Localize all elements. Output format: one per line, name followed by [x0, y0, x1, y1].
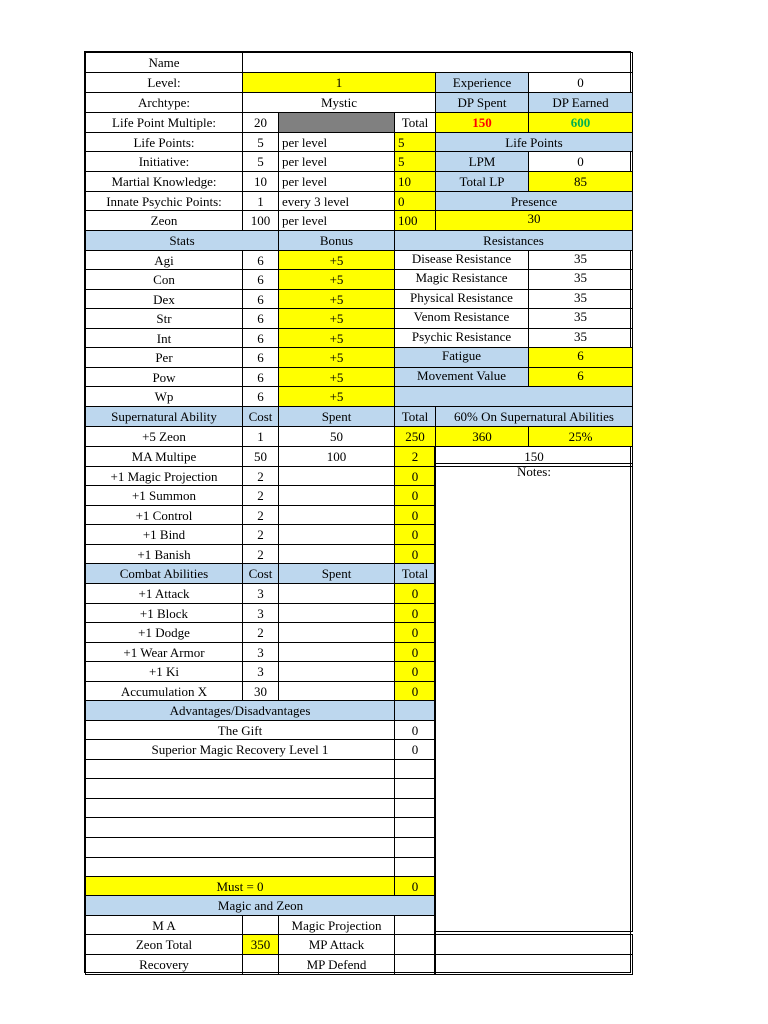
supernatural-cost: 2	[242, 524, 279, 545]
life-points-header: Life Points	[435, 132, 633, 152]
advantage-name[interactable]	[85, 798, 395, 818]
resistance-name: Disease Resistance	[394, 250, 529, 270]
combat-cost: 3	[242, 642, 279, 662]
combat-total: 0	[394, 661, 436, 682]
pct-label: 60% On Supernatural Abilities	[435, 406, 633, 427]
lpm-row-value[interactable]: 20	[242, 112, 279, 133]
resistance-value: 35	[528, 308, 633, 329]
name-label: Name	[85, 52, 243, 73]
combat-total: 0	[394, 603, 436, 623]
growth-value[interactable]: 5	[242, 151, 279, 172]
supernatural-spent[interactable]	[278, 544, 395, 564]
resistance-value: 35	[528, 328, 633, 348]
combat-spent[interactable]	[278, 622, 395, 643]
resistance-name: Physical Resistance	[394, 289, 529, 309]
combat-name: +1 Wear Armor	[85, 642, 243, 662]
growth-per: every 3 level	[278, 191, 395, 211]
supernatural-total: 0	[394, 544, 436, 564]
stat-value[interactable]: 6	[242, 328, 279, 348]
stat-name: Pow	[85, 367, 243, 387]
must-label: Must = 0	[85, 876, 395, 896]
growth-per: per level	[278, 151, 395, 172]
stat-bonus: +5	[278, 328, 395, 348]
advantage-value[interactable]: 0	[394, 739, 436, 760]
supernatural-cost: 2	[242, 466, 279, 486]
mp-value[interactable]	[394, 915, 436, 935]
growth-value[interactable]: 100	[242, 210, 279, 231]
combat-cost: 3	[242, 603, 279, 623]
level-label: Level:	[85, 72, 243, 93]
combat-cost-header: Cost	[242, 563, 279, 584]
supernatural-name: +1 Summon	[85, 485, 243, 506]
mp-defend-label: MP Defend	[278, 954, 395, 975]
supernatural-spent[interactable]	[278, 485, 395, 506]
advantage-name[interactable]: Superior Magic Recovery Level 1	[85, 739, 395, 760]
dp-spent-value: 150	[435, 112, 529, 133]
stat-value[interactable]: 6	[242, 250, 279, 270]
growth-per: per level	[278, 132, 395, 152]
supernatural-name: +1 Banish	[85, 544, 243, 564]
stat-value[interactable]: 6	[242, 347, 279, 368]
combat-total: 0	[394, 681, 436, 701]
growth-total: 100	[394, 210, 436, 231]
supernatural-spent[interactable]: 50	[278, 426, 395, 447]
archetype-field[interactable]: Mystic	[242, 92, 436, 113]
advantage-value[interactable]	[394, 837, 436, 858]
notes-area[interactable]: Notes:	[435, 463, 633, 932]
combat-total-header: Total	[394, 563, 436, 584]
combat-cost: 2	[242, 622, 279, 643]
pct-value-1: 360	[435, 426, 529, 447]
cost-header: Cost	[242, 406, 279, 427]
supernatural-total: 0	[394, 505, 436, 525]
resistance-value: 35	[528, 269, 633, 290]
advantage-name[interactable]	[85, 759, 395, 779]
advantage-value[interactable]	[394, 817, 436, 838]
stat-bonus: +5	[278, 250, 395, 270]
fatigue-label: Fatigue	[394, 347, 529, 368]
mp-attack-label: MP Attack	[278, 934, 395, 955]
experience-field[interactable]: 0	[528, 72, 633, 93]
growth-per: per level	[278, 210, 395, 231]
growth-total: 5	[394, 132, 436, 152]
supernatural-cost: 2	[242, 485, 279, 506]
advantage-value[interactable]	[394, 778, 436, 799]
stats-header: Stats	[85, 230, 279, 251]
combat-name: +1 Dodge	[85, 622, 243, 643]
stat-bonus: +5	[278, 289, 395, 309]
character-sheet	[84, 51, 631, 973]
growth-per: per level	[278, 171, 395, 192]
supernatural-cost: 2	[242, 544, 279, 564]
resistance-name: Psychic Resistance	[394, 328, 529, 348]
growth-total: 5	[394, 151, 436, 172]
fatigue-value: 6	[528, 347, 633, 368]
supernatural-spent[interactable]	[278, 505, 395, 525]
ma-value[interactable]	[242, 915, 279, 935]
archetype-label: Archtype:	[85, 92, 243, 113]
stat-value[interactable]: 6	[242, 308, 279, 329]
growth-label: Life Points:	[85, 132, 243, 152]
growth-total: 10	[394, 171, 436, 192]
growth-label: Martial Knowledge:	[85, 171, 243, 192]
zeon-total-label: Zeon Total	[85, 934, 243, 955]
stat-bonus: +5	[278, 347, 395, 368]
mp-defend-value[interactable]	[394, 954, 436, 975]
growth-value[interactable]: 10	[242, 171, 279, 192]
spent-header: Spent	[278, 406, 395, 427]
pct-value-2: 25%	[528, 426, 633, 447]
supernatural-total: 250	[394, 426, 436, 447]
mp-attack-value[interactable]	[394, 934, 436, 955]
advantage-value[interactable]	[394, 857, 436, 877]
advantages-header-total	[394, 700, 436, 721]
combat-cost: 3	[242, 661, 279, 682]
lpm-value: 0	[528, 151, 633, 172]
total-header: Total	[394, 406, 436, 427]
resistance-value: 35	[528, 250, 633, 270]
stat-bonus: +5	[278, 269, 395, 290]
resistances-header: Resistances	[394, 230, 633, 251]
combat-name: Accumulation X	[85, 681, 243, 701]
blue-filler	[394, 386, 633, 407]
dp-earned-value[interactable]: 600	[528, 112, 633, 133]
recovery-label: Recovery	[85, 954, 243, 975]
advantage-name[interactable]: The Gift	[85, 720, 395, 740]
supernatural-spent[interactable]: 100	[278, 446, 395, 467]
grey-cell	[278, 112, 395, 133]
resistance-name: Venom Resistance	[394, 308, 529, 329]
stat-name: Per	[85, 347, 243, 368]
section-divider	[434, 446, 436, 974]
pct-value-3: 150	[435, 446, 633, 467]
growth-value[interactable]: 1	[242, 191, 279, 211]
combat-total: 0	[394, 583, 436, 604]
combat-name: +1 Block	[85, 603, 243, 623]
supernatural-total: 2	[394, 446, 436, 467]
growth-label: Initiative:	[85, 151, 243, 172]
total-label: Total	[394, 112, 436, 133]
supernatural-cost: 50	[242, 446, 279, 467]
growth-total: 0	[394, 191, 436, 211]
combat-spent[interactable]	[278, 661, 395, 682]
stat-name: Con	[85, 269, 243, 290]
advantage-value[interactable]	[394, 798, 436, 818]
advantage-name[interactable]	[85, 778, 395, 799]
magic-header: Magic and Zeon	[85, 895, 436, 916]
combat-spent[interactable]	[278, 583, 395, 604]
supernatural-name: +5 Zeon	[85, 426, 243, 447]
stat-name: Dex	[85, 289, 243, 309]
resistance-name: Magic Resistance	[394, 269, 529, 290]
bonus-header: Bonus	[278, 230, 395, 251]
growth-label: Zeon	[85, 210, 243, 231]
combat-header: Combat Abilities	[85, 563, 243, 584]
movement-label: Movement Value	[394, 367, 529, 387]
supernatural-spent[interactable]	[278, 466, 395, 486]
lpm-label: LPM	[435, 151, 529, 172]
stat-value[interactable]: 6	[242, 367, 279, 387]
supernatural-total: 0	[394, 524, 436, 545]
notes-blank[interactable]	[435, 934, 633, 955]
name-field[interactable]	[242, 52, 633, 73]
advantage-value[interactable]: 0	[394, 720, 436, 740]
dp-spent-label: DP Spent	[435, 92, 529, 113]
advantage-value[interactable]	[394, 759, 436, 779]
combat-name: +1 Ki	[85, 661, 243, 682]
supernatural-total: 0	[394, 485, 436, 506]
stat-name: Int	[85, 328, 243, 348]
ma-label: M A	[85, 915, 243, 935]
stat-value[interactable]: 6	[242, 386, 279, 407]
resistance-value: 35	[528, 289, 633, 309]
stat-name: Str	[85, 308, 243, 329]
supernatural-name: +1 Bind	[85, 524, 243, 545]
must-value: 0	[394, 876, 436, 896]
combat-spent-header: Spent	[278, 563, 395, 584]
combat-spent[interactable]	[278, 642, 395, 662]
total-lp-value: 85	[528, 171, 633, 192]
presence-label: Presence	[435, 191, 633, 211]
combat-cost: 30	[242, 681, 279, 701]
stat-value[interactable]: 6	[242, 269, 279, 290]
presence-value: 30	[435, 210, 633, 231]
growth-label: Innate Psychic Points:	[85, 191, 243, 211]
combat-spent[interactable]	[278, 603, 395, 623]
supernatural-cost: 1	[242, 426, 279, 447]
stat-bonus: +5	[278, 367, 395, 387]
growth-value[interactable]: 5	[242, 132, 279, 152]
supernatural-name: +1 Control	[85, 505, 243, 525]
lpm-row-label: Life Point Multiple:	[85, 112, 243, 133]
stat-bonus: +5	[278, 386, 395, 407]
advantage-name[interactable]	[85, 817, 395, 838]
advantages-header: Advantages/Disadvantages	[85, 700, 395, 721]
stat-name: Agi	[85, 250, 243, 270]
dp-earned-label: DP Earned	[528, 92, 633, 113]
mp-label: Magic Projection	[278, 915, 395, 935]
stat-name: Wp	[85, 386, 243, 407]
total-lp-label: Total LP	[435, 171, 529, 192]
supernatural-total: 0	[394, 466, 436, 486]
level-field[interactable]: 1	[242, 72, 436, 93]
supernatural-cost: 2	[242, 505, 279, 525]
stat-value[interactable]: 6	[242, 289, 279, 309]
stat-bonus: +5	[278, 308, 395, 329]
supernatural-spent[interactable]	[278, 524, 395, 545]
experience-label: Experience	[435, 72, 529, 93]
combat-spent[interactable]	[278, 681, 395, 701]
zeon-total-value: 350	[242, 934, 279, 955]
supernatural-name: +1 Magic Projection	[85, 466, 243, 486]
advantage-name[interactable]	[85, 837, 395, 858]
movement-value: 6	[528, 367, 633, 387]
combat-total: 0	[394, 622, 436, 643]
notes-blank[interactable]	[435, 954, 633, 975]
combat-name: +1 Attack	[85, 583, 243, 604]
combat-cost: 3	[242, 583, 279, 604]
supernatural-header: Supernatural Ability	[85, 406, 243, 427]
supernatural-name: MA Multipe	[85, 446, 243, 467]
advantage-name[interactable]	[85, 857, 395, 877]
recovery-value[interactable]	[242, 954, 279, 975]
combat-total: 0	[394, 642, 436, 662]
